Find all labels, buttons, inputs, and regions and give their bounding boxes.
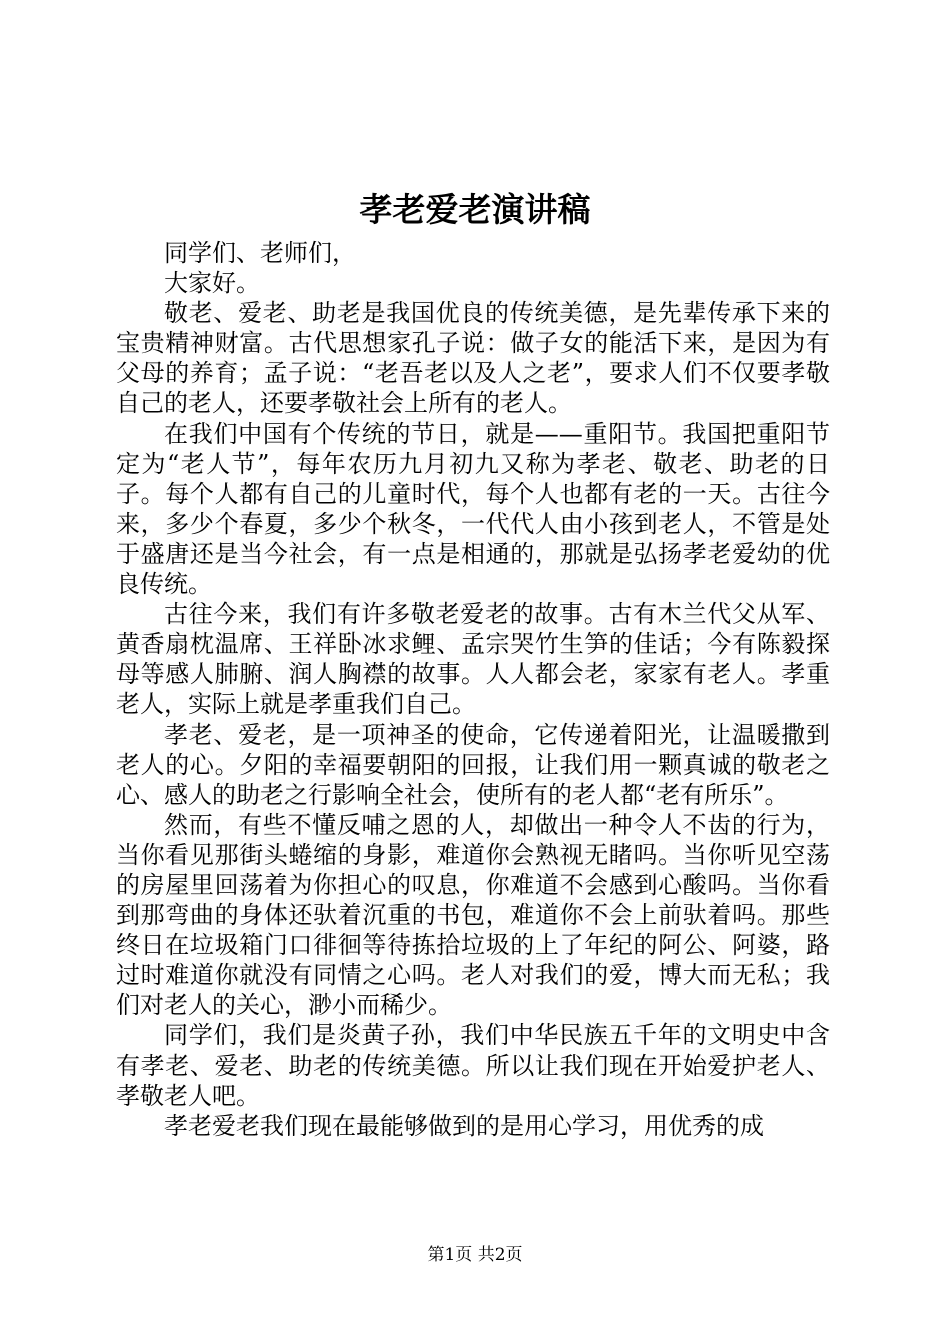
body-paragraph: 古往今来，我们有许多敬老爱老的故事。古有木兰代父从军、黄香扇枕温席、王祥卧冰求鲤、孟宗哭竹生笋的佳话；今有陈毅探母等感人肺腑、润人胸襟的故事。人人都会老，家家有老人。孝重老人，实际上就是孝重我们自己。: [116, 600, 830, 719]
body-paragraph: 然而，有些不懂反哺之恩的人，却做出一种令人不齿的行为，当你看见那街头蜷缩的身影，难道你会熟视无睹吗。当你听见空荡的房屋里回荡着为你担心的叹息，你难道不会感到心酸吗。当你看到那弯曲的身体还驮着沉重的书包，难道你不会上前驮着吗。那些终日在垃圾箱门口徘徊等待拣拾垃圾的上了年纪的阿公、阿婆，路过时难道你就没有同情之心吗。老人对我们的爱，博大而无私；我们对老人的关心，渺小而稀少。: [116, 810, 830, 1020]
body-paragraph: 在我们中国有个传统的节日，就是——重阳节。我国把重阳节定为“老人节”，每年农历九月初九又称为孝老、敬老、助老的日子。每个人都有自己的儿童时代，每个人也都有老的一天。古往今来，多少个春夏，多少个秋冬，一代代人由小孩到老人，不管是处于盛唐还是当今社会，有一点是相通的，那就是弘扬孝老爱幼的优良传统。: [116, 419, 830, 599]
body-paragraph: 敬老、爱老、助老是我国优良的传统美德，是先辈传承下来的宝贵精神财富。古代思想家孔子说：做子女的能活下来，是因为有父母的养育；孟子说：“老吾老以及人之老”，要求人们不仅要孝敬自己的老人，还要孝敬社会上所有的老人。: [116, 299, 830, 418]
body-paragraph: 孝老、爱老，是一项神圣的使命，它传递着阳光，让温暖撒到老人的心。夕阳的幸福要朝阳的回报，让我们用一颗真诚的敬老之心、感人的助老之行影响全社会，使所有的老人都“老有所乐”。: [116, 720, 830, 809]
body-paragraph: 同学们，我们是炎黄子孙，我们中华民族五千年的文明史中含有孝老、爱老、助老的传统美德。所以让我们现在开始爱护老人、孝敬老人吧。: [116, 1021, 830, 1110]
page-number-footer: 第1页 共2页: [427, 1245, 523, 1265]
body-paragraph: 孝老爱老我们现在最能够做到的是用心学习，用优秀的成: [164, 1111, 764, 1140]
greeting-line: 同学们、老师们，: [164, 239, 356, 267]
greeting-line: 大家好。: [164, 269, 260, 298]
document-title: 孝老爱老演讲稿: [359, 190, 591, 229]
document-body: [116, 238, 830, 1141]
